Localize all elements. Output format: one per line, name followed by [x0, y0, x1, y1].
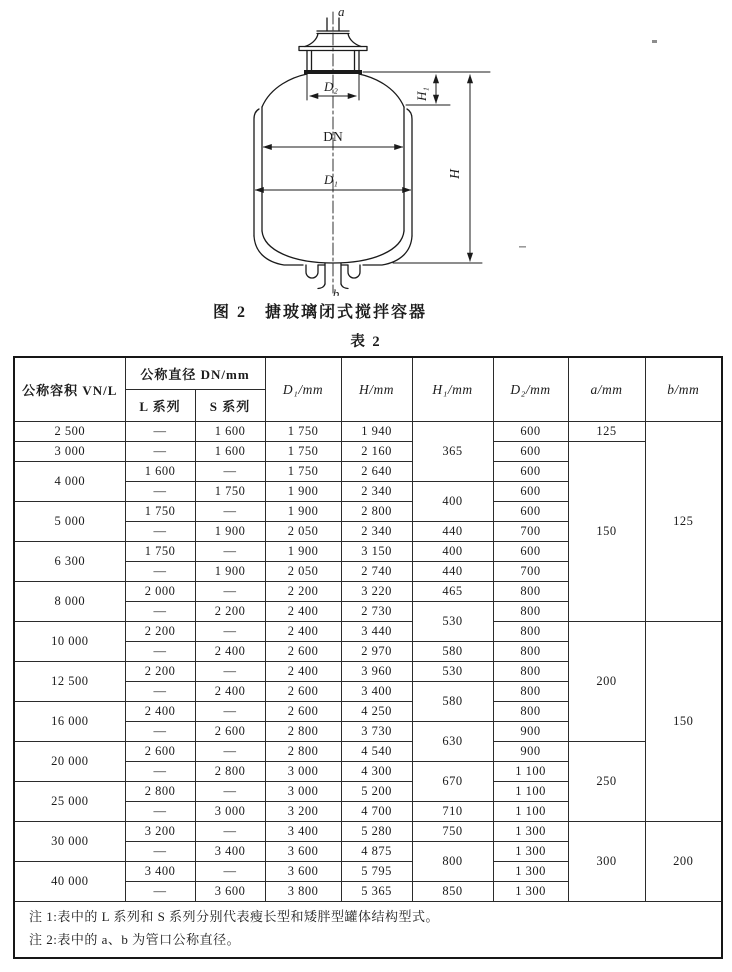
table-cell: —	[125, 422, 195, 442]
table-cell: —	[125, 602, 195, 622]
table-cell: 2 600	[265, 702, 341, 722]
label-h: H	[447, 169, 462, 179]
table-cell: 2 600	[265, 682, 341, 702]
table-cell: 2 000	[125, 582, 195, 602]
table-cell: —	[195, 702, 265, 722]
table-cell: 440	[412, 562, 493, 582]
table-cell: 1 900	[265, 502, 341, 522]
table-cell: 670	[412, 762, 493, 802]
table-cell: 800	[493, 622, 568, 642]
table-cell: 300	[568, 822, 645, 902]
table-cell: 400	[412, 542, 493, 562]
note-2: 注 2:表中的 a、b 为管口公称直径。	[29, 932, 241, 948]
table-cell: —	[195, 542, 265, 562]
table-cell: 3 600	[265, 862, 341, 882]
table-header	[14, 357, 722, 422]
table-cell: 465	[412, 582, 493, 602]
label-dn: DN	[323, 129, 343, 144]
table-cell: —	[125, 882, 195, 902]
table-cell: 365	[412, 422, 493, 482]
table-cell: 2 400	[265, 602, 341, 622]
table-cell: 4 700	[341, 802, 412, 822]
table-cell: 2 200	[195, 602, 265, 622]
table-cell: 2 400	[125, 702, 195, 722]
table-cell: 1 600	[125, 462, 195, 482]
table-cell: 1 300	[493, 822, 568, 842]
table-cell: 850	[412, 882, 493, 902]
table-cell: 2 400	[265, 622, 341, 642]
table-cell: —	[195, 862, 265, 882]
table-cell: 750	[412, 822, 493, 842]
table-cell: —	[195, 662, 265, 682]
table-cell: 125	[568, 422, 645, 442]
table-cell: 3 000	[195, 802, 265, 822]
table-cell: 700	[493, 562, 568, 582]
table-cell: 12 500	[14, 662, 125, 702]
table-cell: 3 730	[341, 722, 412, 742]
table-row	[14, 422, 722, 442]
table-cell: 2 340	[341, 482, 412, 502]
table-cell: —	[125, 562, 195, 582]
table-cell: 1 900	[195, 522, 265, 542]
table-cell: 2 400	[195, 682, 265, 702]
table-cell: —	[125, 522, 195, 542]
table-cell: 2 500	[14, 422, 125, 442]
table-cell: 3 600	[265, 842, 341, 862]
table-cell: 2 800	[265, 742, 341, 762]
table-cell: 580	[412, 682, 493, 722]
table-cell: 3 960	[341, 662, 412, 682]
table-cell: —	[195, 502, 265, 522]
table-cell: 600	[493, 482, 568, 502]
table-cell: 2 600	[265, 642, 341, 662]
header-s-series: S 系列	[195, 390, 265, 422]
table-cell: —	[195, 582, 265, 602]
table-cell: 3 400	[265, 822, 341, 842]
table-cell: 2 800	[195, 762, 265, 782]
table-cell: 3 600	[195, 882, 265, 902]
header-a: a/mm	[568, 357, 645, 422]
table-cell: 2 740	[341, 562, 412, 582]
table-cell: 800	[493, 702, 568, 722]
table-cell: 800	[493, 602, 568, 622]
table-cell: 800	[412, 842, 493, 882]
header-h1: H₁/mm	[412, 357, 493, 422]
table-cell: 3 000	[265, 782, 341, 802]
table-row	[14, 742, 722, 762]
table-cell: —	[195, 742, 265, 762]
table-cell: 800	[493, 662, 568, 682]
table-cell: 530	[412, 662, 493, 682]
table-title: 表 2	[350, 334, 382, 350]
table-cell: 3 150	[341, 542, 412, 562]
table-cell: 3 400	[125, 862, 195, 882]
header-d2: D₂/mm	[493, 357, 568, 422]
table-cell: 5 365	[341, 882, 412, 902]
dimensions-table	[13, 356, 723, 959]
table-cell: 5 280	[341, 822, 412, 842]
table-cell: 20 000	[14, 742, 125, 782]
table-cell: —	[125, 842, 195, 862]
table-cell: —	[125, 802, 195, 822]
label-d1: D₁	[324, 172, 338, 187]
table-cell: 3 800	[265, 882, 341, 902]
table-cell: 2 640	[341, 462, 412, 482]
table-cell: 5 200	[341, 782, 412, 802]
table-cell: —	[125, 482, 195, 502]
table-cell: 800	[493, 582, 568, 602]
table-cell: 2 800	[125, 782, 195, 802]
table-cell: 1 100	[493, 762, 568, 782]
table-cell: —	[125, 442, 195, 462]
table-cell: 6 300	[14, 542, 125, 582]
table-cell: 2 340	[341, 522, 412, 542]
table-cell: 1 750	[265, 442, 341, 462]
table-cell: 8 000	[14, 582, 125, 622]
table-cell: 2 730	[341, 602, 412, 622]
table-cell: 2 050	[265, 562, 341, 582]
table-cell: 1 600	[195, 442, 265, 462]
table-cell: 710	[412, 802, 493, 822]
table-cell: 1 750	[125, 502, 195, 522]
table-cell: 2 600	[125, 742, 195, 762]
table-notes	[14, 902, 722, 958]
figure-caption: 图 2 搪玻璃闭式搅拌容器	[212, 304, 427, 321]
table-row	[14, 822, 722, 842]
label-h1: H₁	[414, 87, 429, 101]
table-cell: 4 250	[341, 702, 412, 722]
header-h: H/mm	[341, 357, 412, 422]
table-cell: 200	[568, 622, 645, 742]
table-cell: 2 160	[341, 442, 412, 462]
table-cell: 700	[493, 522, 568, 542]
table-cell: 16 000	[14, 702, 125, 742]
table-cell: 250	[568, 742, 645, 822]
table-cell: 5 795	[341, 862, 412, 882]
table-cell: 900	[493, 742, 568, 762]
table-cell: 30 000	[14, 822, 125, 862]
table-cell: 1 300	[493, 882, 568, 902]
label-d2: D₂	[324, 79, 338, 94]
table-cell: 1 750	[195, 482, 265, 502]
table-cell: 2 200	[125, 662, 195, 682]
table-cell: 2 400	[265, 662, 341, 682]
table-cell: 1 900	[265, 482, 341, 502]
table-cell: 150	[568, 442, 645, 622]
table-cell: 600	[493, 462, 568, 482]
table-cell: 4 875	[341, 842, 412, 862]
table-body	[14, 422, 722, 902]
table-cell: 4 300	[341, 762, 412, 782]
table-cell: —	[125, 682, 195, 702]
table-cell: 1 900	[265, 542, 341, 562]
header-l-series: L 系列	[125, 390, 195, 422]
scan-artifact	[519, 246, 526, 248]
table-cell: —	[195, 462, 265, 482]
table-cell: 40 000	[14, 862, 125, 902]
table-cell: —	[125, 642, 195, 662]
table-cell: 3 220	[341, 582, 412, 602]
table-cell: 2 400	[195, 642, 265, 662]
table-cell: 600	[493, 422, 568, 442]
table-cell: 1 600	[195, 422, 265, 442]
table-cell: 2 200	[265, 582, 341, 602]
table-cell: —	[195, 822, 265, 842]
table-cell: 200	[645, 822, 722, 902]
table-cell: 600	[493, 442, 568, 462]
header-vn: 公称容积 VN/L	[14, 357, 125, 422]
table-cell: 125	[645, 422, 722, 622]
table-cell: 2 800	[265, 722, 341, 742]
table-cell: 2 970	[341, 642, 412, 662]
table-cell: 1 750	[125, 542, 195, 562]
label-b: b	[332, 286, 340, 296]
table-cell: 600	[493, 542, 568, 562]
table-cell: 10 000	[14, 622, 125, 662]
table-row	[14, 622, 722, 642]
table-cell: 2 050	[265, 522, 341, 542]
table-cell: 3 200	[125, 822, 195, 842]
table-cell: —	[125, 722, 195, 742]
table-cell: 530	[412, 602, 493, 642]
table-cell: —	[195, 622, 265, 642]
table-cell: 1 900	[195, 562, 265, 582]
table-cell: —	[195, 782, 265, 802]
table-cell: 2 800	[341, 502, 412, 522]
table-cell: 3 400	[341, 682, 412, 702]
table-cell: 1 300	[493, 842, 568, 862]
label-a: a	[338, 4, 345, 19]
table-cell: 150	[645, 622, 722, 822]
header-b: b/mm	[645, 357, 722, 422]
table-cell: 440	[412, 522, 493, 542]
table-cell: 1 750	[265, 462, 341, 482]
table-cell: 800	[493, 642, 568, 662]
table-row	[14, 442, 722, 462]
table-cell: 5 000	[14, 502, 125, 542]
table-cell: 1 300	[493, 862, 568, 882]
table-cell: 2 600	[195, 722, 265, 742]
table-cell: 3 000	[265, 762, 341, 782]
header-d1: D₁/mm	[265, 357, 341, 422]
table-cell: —	[125, 762, 195, 782]
table-cell: 1 100	[493, 782, 568, 802]
header-dn-group: 公称直径 DN/mm	[125, 357, 265, 390]
table-cell: 1 750	[265, 422, 341, 442]
table-cell: 1 940	[341, 422, 412, 442]
table-cell: 4 540	[341, 742, 412, 762]
table-cell: 3 400	[195, 842, 265, 862]
table-cell: 600	[493, 502, 568, 522]
table-cell: 1 100	[493, 802, 568, 822]
note-1: 注 1:表中的 L 系列和 S 系列分别代表瘦长型和矮胖型罐体结构型式。	[29, 909, 440, 924]
table-cell: 3 200	[265, 802, 341, 822]
table-cell: 3 440	[341, 622, 412, 642]
table-cell: 3 000	[14, 442, 125, 462]
table-cell: 4 000	[14, 462, 125, 502]
scan-artifact	[652, 40, 657, 43]
table-cell: 2 200	[125, 622, 195, 642]
vessel-diagram	[0, 0, 732, 296]
table-cell: 25 000	[14, 782, 125, 822]
table-cell: 400	[412, 482, 493, 522]
table-cell: 580	[412, 642, 493, 662]
table-cell: 800	[493, 682, 568, 702]
table-cell: 900	[493, 722, 568, 742]
table-cell: 630	[412, 722, 493, 762]
